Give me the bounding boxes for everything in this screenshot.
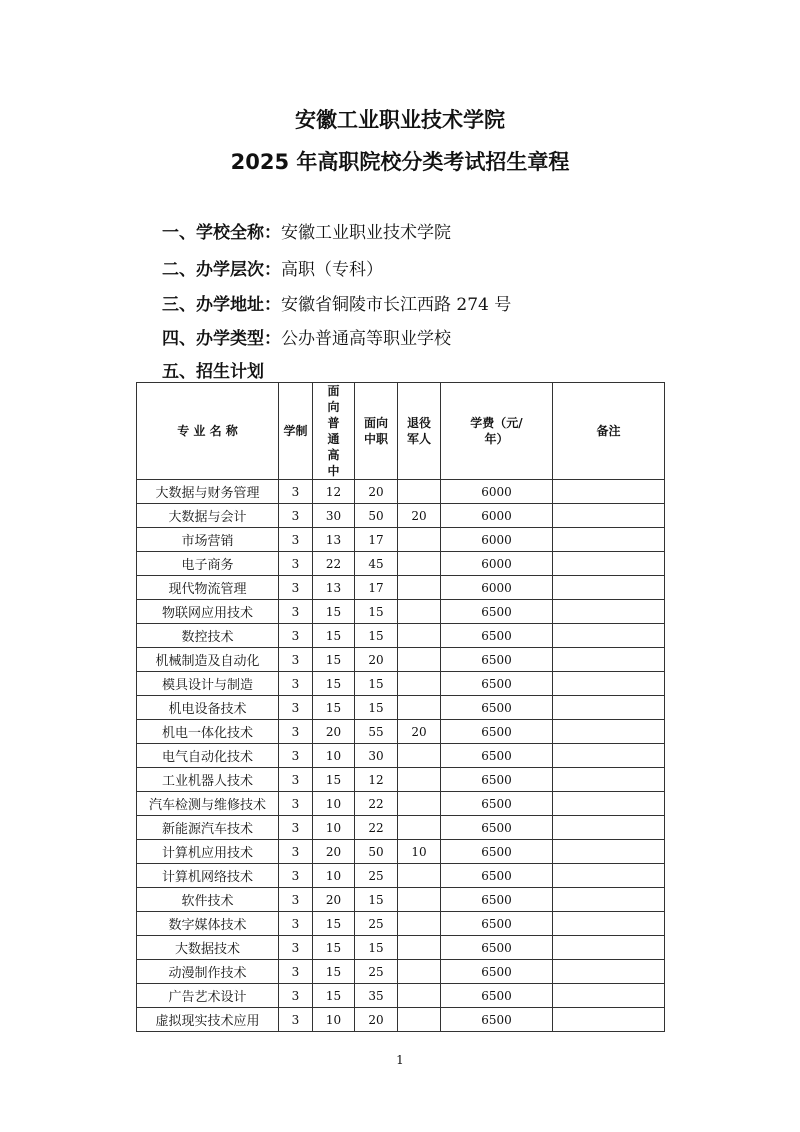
cell-duration: 3 <box>279 672 313 696</box>
cell-tuition: 6000 <box>441 552 553 576</box>
cell-general-high-school: 13 <box>313 528 355 552</box>
cell-major-name: 广告艺术设计 <box>137 984 279 1008</box>
cell-vocational-school: 25 <box>355 912 398 936</box>
page-number: 1 <box>396 1053 404 1067</box>
cell-vocational-school: 15 <box>355 624 398 648</box>
cell-major-name: 计算机应用技术 <box>137 840 279 864</box>
cell-major-name: 机电一体化技术 <box>137 720 279 744</box>
cell-general-high-school: 10 <box>313 744 355 768</box>
cell-vocational-school: 25 <box>355 864 398 888</box>
cell-tuition: 6000 <box>441 480 553 504</box>
cell-tuition: 6500 <box>441 696 553 720</box>
table-row <box>137 840 665 864</box>
cell-veterans <box>398 648 441 672</box>
cell-veterans: 10 <box>398 840 441 864</box>
cell-veterans <box>398 576 441 600</box>
cell-veterans <box>398 912 441 936</box>
cell-veterans <box>398 1008 441 1032</box>
table-row <box>137 792 665 816</box>
info-value: 安徽工业职业技术学院 <box>281 223 451 243</box>
cell-vocational-school: 45 <box>355 552 398 576</box>
cell-vocational-school: 22 <box>355 816 398 840</box>
cell-major-name: 电气自动化技术 <box>137 744 279 768</box>
cell-veterans <box>398 624 441 648</box>
info-label: 一、学校全称： <box>162 223 281 243</box>
cell-veterans <box>398 792 441 816</box>
cell-remarks <box>553 624 665 648</box>
cell-duration: 3 <box>279 648 313 672</box>
info-value: 安徽省铜陵市长江西路 274 号 <box>281 295 512 315</box>
cell-remarks <box>553 600 665 624</box>
cell-tuition: 6000 <box>441 504 553 528</box>
cell-remarks <box>553 696 665 720</box>
header-duration: 学制 <box>279 383 313 480</box>
cell-general-high-school: 30 <box>313 504 355 528</box>
cell-tuition: 6500 <box>441 1008 553 1032</box>
cell-tuition: 6500 <box>441 960 553 984</box>
document-title: 安徽工业职业技术学院 <box>295 108 505 132</box>
cell-remarks <box>553 648 665 672</box>
cell-tuition: 6500 <box>441 744 553 768</box>
table-row <box>137 528 665 552</box>
cell-major-name: 大数据与会计 <box>137 504 279 528</box>
cell-vocational-school: 15 <box>355 888 398 912</box>
table-row <box>137 552 665 576</box>
table-row <box>137 480 665 504</box>
info-value: 高职（专科） <box>281 260 383 280</box>
cell-remarks <box>553 552 665 576</box>
cell-vocational-school: 20 <box>355 480 398 504</box>
cell-veterans <box>398 600 441 624</box>
cell-general-high-school: 13 <box>313 576 355 600</box>
cell-duration: 3 <box>279 1008 313 1032</box>
cell-tuition: 6500 <box>441 840 553 864</box>
cell-duration: 3 <box>279 840 313 864</box>
cell-tuition: 6500 <box>441 768 553 792</box>
table-body <box>137 480 665 1032</box>
cell-duration: 3 <box>279 504 313 528</box>
cell-veterans <box>398 768 441 792</box>
info-row-level <box>162 255 383 280</box>
info-row-type <box>162 324 451 349</box>
cell-major-name: 机械制造及自动化 <box>137 648 279 672</box>
cell-vocational-school: 20 <box>355 648 398 672</box>
table-row <box>137 720 665 744</box>
enrollment-plan-table <box>136 382 665 1032</box>
cell-vocational-school: 30 <box>355 744 398 768</box>
cell-vocational-school: 15 <box>355 672 398 696</box>
table-row <box>137 984 665 1008</box>
cell-remarks <box>553 528 665 552</box>
info-row-address <box>162 290 511 315</box>
document-subtitle: 2025 年高职院校分类考试招生章程 <box>230 150 570 174</box>
cell-veterans <box>398 984 441 1008</box>
cell-remarks <box>553 504 665 528</box>
info-value: 公办普通高等职业学校 <box>281 329 451 349</box>
cell-tuition: 6000 <box>441 576 553 600</box>
header-tuition: 学费（元/年） <box>441 383 553 480</box>
cell-general-high-school: 15 <box>313 600 355 624</box>
cell-duration: 3 <box>279 624 313 648</box>
cell-general-high-school: 15 <box>313 624 355 648</box>
cell-vocational-school: 25 <box>355 960 398 984</box>
cell-major-name: 虚拟现实技术应用 <box>137 1008 279 1032</box>
cell-tuition: 6500 <box>441 600 553 624</box>
info-row-school-name <box>162 218 451 243</box>
cell-major-name: 新能源汽车技术 <box>137 816 279 840</box>
cell-vocational-school: 12 <box>355 768 398 792</box>
table-row <box>137 576 665 600</box>
cell-general-high-school: 15 <box>313 672 355 696</box>
cell-major-name: 现代物流管理 <box>137 576 279 600</box>
cell-general-high-school: 10 <box>313 816 355 840</box>
cell-vocational-school: 17 <box>355 528 398 552</box>
cell-duration: 3 <box>279 552 313 576</box>
cell-general-high-school: 10 <box>313 1008 355 1032</box>
table-row <box>137 888 665 912</box>
cell-major-name: 数控技术 <box>137 624 279 648</box>
cell-general-high-school: 15 <box>313 768 355 792</box>
cell-tuition: 6500 <box>441 864 553 888</box>
cell-remarks <box>553 912 665 936</box>
cell-tuition: 6500 <box>441 816 553 840</box>
cell-tuition: 6500 <box>441 888 553 912</box>
header-general-high-school: 面向普通高中 <box>313 383 355 480</box>
cell-veterans: 20 <box>398 720 441 744</box>
cell-tuition: 6500 <box>441 672 553 696</box>
cell-general-high-school: 22 <box>313 552 355 576</box>
cell-remarks <box>553 768 665 792</box>
cell-duration: 3 <box>279 864 313 888</box>
cell-veterans <box>398 528 441 552</box>
cell-vocational-school: 50 <box>355 840 398 864</box>
cell-major-name: 计算机网络技术 <box>137 864 279 888</box>
cell-remarks <box>553 744 665 768</box>
cell-duration: 3 <box>279 768 313 792</box>
cell-remarks <box>553 1008 665 1032</box>
cell-veterans <box>398 936 441 960</box>
cell-major-name: 大数据技术 <box>137 936 279 960</box>
cell-major-name: 物联网应用技术 <box>137 600 279 624</box>
cell-tuition: 6500 <box>441 648 553 672</box>
cell-major-name: 软件技术 <box>137 888 279 912</box>
info-label: 二、办学层次： <box>162 260 281 280</box>
table-row <box>137 816 665 840</box>
cell-veterans <box>398 864 441 888</box>
table-row <box>137 1008 665 1032</box>
cell-veterans <box>398 960 441 984</box>
cell-veterans <box>398 888 441 912</box>
cell-major-name: 市场营销 <box>137 528 279 552</box>
cell-vocational-school: 55 <box>355 720 398 744</box>
cell-general-high-school: 15 <box>313 648 355 672</box>
cell-remarks <box>553 984 665 1008</box>
cell-general-high-school: 20 <box>313 840 355 864</box>
header-veterans: 退役军人 <box>398 383 441 480</box>
section-label: 五、招生计划 <box>162 362 264 382</box>
cell-remarks <box>553 864 665 888</box>
cell-duration: 3 <box>279 480 313 504</box>
info-label: 三、办学地址： <box>162 295 281 315</box>
table-row <box>137 600 665 624</box>
cell-major-name: 数字媒体技术 <box>137 912 279 936</box>
cell-vocational-school: 15 <box>355 936 398 960</box>
cell-major-name: 汽车检测与维修技术 <box>137 792 279 816</box>
cell-remarks <box>553 576 665 600</box>
cell-tuition: 6500 <box>441 936 553 960</box>
cell-duration: 3 <box>279 720 313 744</box>
cell-tuition: 6500 <box>441 624 553 648</box>
cell-vocational-school: 22 <box>355 792 398 816</box>
cell-major-name: 工业机器人技术 <box>137 768 279 792</box>
table-row <box>137 672 665 696</box>
header-major-name: 专 业 名 称 <box>137 383 279 480</box>
cell-remarks <box>553 888 665 912</box>
header-remarks: 备注 <box>553 383 665 480</box>
cell-general-high-school: 15 <box>313 960 355 984</box>
table-row <box>137 624 665 648</box>
cell-general-high-school: 20 <box>313 888 355 912</box>
cell-major-name: 模具设计与制造 <box>137 672 279 696</box>
section-heading-enrollment-plan <box>162 357 264 382</box>
cell-major-name: 电子商务 <box>137 552 279 576</box>
table-row <box>137 912 665 936</box>
header-vocational-school: 面向中职 <box>355 383 398 480</box>
cell-general-high-school: 15 <box>313 984 355 1008</box>
cell-tuition: 6500 <box>441 720 553 744</box>
cell-tuition: 6000 <box>441 528 553 552</box>
table-row <box>137 936 665 960</box>
table-row <box>137 504 665 528</box>
cell-general-high-school: 20 <box>313 720 355 744</box>
cell-duration: 3 <box>279 792 313 816</box>
cell-remarks <box>553 792 665 816</box>
cell-remarks <box>553 960 665 984</box>
cell-general-high-school: 15 <box>313 696 355 720</box>
table-row <box>137 768 665 792</box>
cell-veterans <box>398 480 441 504</box>
cell-vocational-school: 15 <box>355 600 398 624</box>
cell-remarks <box>553 720 665 744</box>
cell-general-high-school: 15 <box>313 912 355 936</box>
cell-general-high-school: 15 <box>313 936 355 960</box>
cell-remarks <box>553 480 665 504</box>
table-header-row <box>137 383 665 480</box>
cell-duration: 3 <box>279 696 313 720</box>
cell-veterans <box>398 744 441 768</box>
cell-tuition: 6500 <box>441 984 553 1008</box>
cell-major-name: 大数据与财务管理 <box>137 480 279 504</box>
cell-veterans <box>398 696 441 720</box>
cell-veterans <box>398 672 441 696</box>
cell-duration: 3 <box>279 528 313 552</box>
cell-major-name: 动漫制作技术 <box>137 960 279 984</box>
table-row <box>137 744 665 768</box>
cell-duration: 3 <box>279 816 313 840</box>
cell-duration: 3 <box>279 744 313 768</box>
cell-remarks <box>553 672 665 696</box>
table-row <box>137 960 665 984</box>
cell-general-high-school: 10 <box>313 864 355 888</box>
cell-vocational-school: 35 <box>355 984 398 1008</box>
info-label: 四、办学类型： <box>162 329 281 349</box>
cell-remarks <box>553 936 665 960</box>
cell-vocational-school: 20 <box>355 1008 398 1032</box>
cell-duration: 3 <box>279 936 313 960</box>
cell-remarks <box>553 840 665 864</box>
cell-general-high-school: 10 <box>313 792 355 816</box>
cell-remarks <box>553 816 665 840</box>
cell-duration: 3 <box>279 576 313 600</box>
cell-veterans <box>398 552 441 576</box>
cell-duration: 3 <box>279 984 313 1008</box>
cell-vocational-school: 15 <box>355 696 398 720</box>
cell-tuition: 6500 <box>441 792 553 816</box>
cell-duration: 3 <box>279 912 313 936</box>
cell-duration: 3 <box>279 888 313 912</box>
cell-duration: 3 <box>279 960 313 984</box>
table-row <box>137 696 665 720</box>
table-row <box>137 648 665 672</box>
cell-major-name: 机电设备技术 <box>137 696 279 720</box>
cell-general-high-school: 12 <box>313 480 355 504</box>
cell-veterans <box>398 816 441 840</box>
cell-tuition: 6500 <box>441 912 553 936</box>
table-row <box>137 864 665 888</box>
cell-vocational-school: 50 <box>355 504 398 528</box>
cell-duration: 3 <box>279 600 313 624</box>
cell-vocational-school: 17 <box>355 576 398 600</box>
cell-veterans: 20 <box>398 504 441 528</box>
